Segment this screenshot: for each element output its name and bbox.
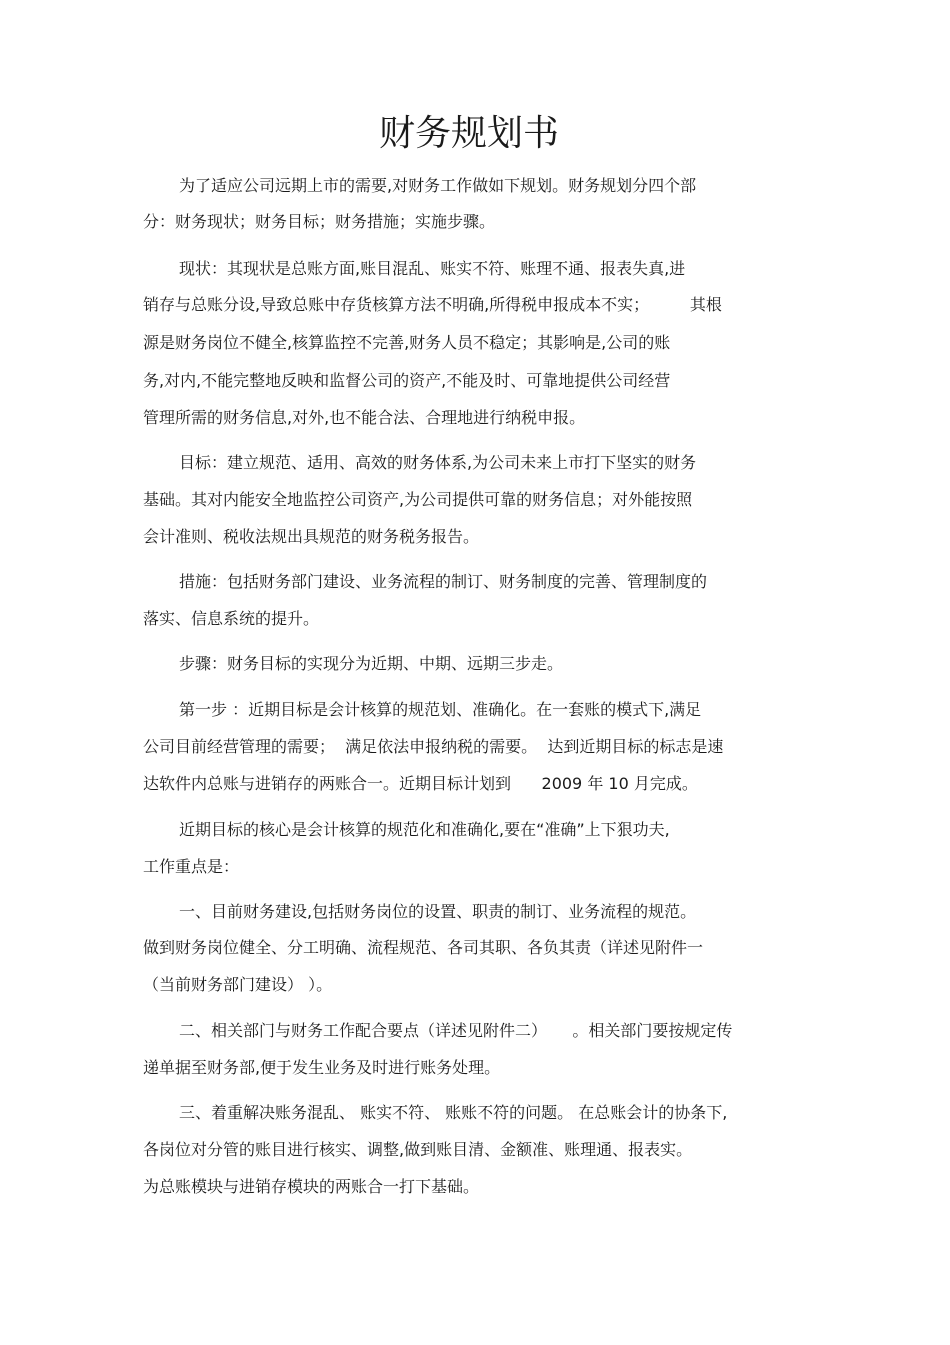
paragraph-line: 源是财务岗位不健全,核算监控不完善,财务人员不稳定；其影响是,公司的账	[143, 333, 671, 352]
paragraph-line: 递单据至财务部,便于发生业务及时进行账务处理。	[143, 1058, 501, 1077]
paragraph-line: 基础。其对内能安全地监控公司资产,为公司提供可靠的财务信息；对外能按照	[143, 490, 693, 509]
paragraph-line: 三、着重解决账务混乱、 账实不符、 账账不符的问题。 在总账会计的协条下,	[179, 1103, 728, 1122]
paragraph-line: 第一步 ：近期目标是会计核算的规范划、准确化。在一套账的模式下,满足	[179, 700, 702, 719]
paragraph-line: 各岗位对分管的账目进行核实、调整,做到账目清、金额准、账理通、报表实。	[143, 1140, 693, 1159]
paragraph-line: 落实、信息系统的提升。	[143, 609, 320, 628]
paragraph-line: 为了适应公司远期上市的需要,对财务工作做如下规划。财务规划分四个部	[179, 176, 697, 195]
paragraph-line: 二、相关部门与财务工作配合要点（详述见附件二） 。相关部门要按规定传	[179, 1021, 733, 1040]
paragraph-line: 分：财务现状；财务目标；财务措施；实施步骤。	[143, 212, 496, 231]
paragraph-line: （当前财务部门建设） ）。	[143, 975, 333, 994]
paragraph-line: 现状：其现状是总账方面,账目混乱、账实不符、账理不通、报表失真,进	[179, 259, 686, 278]
paragraph-line: 为总账模块与进销存模块的两账合一打下基础。	[143, 1177, 480, 1196]
document-title: 财务规划书	[378, 113, 559, 154]
paragraph-line: 做到财务岗位健全、分工明确、流程规范、各司其职、各负其责（详述见附件一	[143, 938, 704, 957]
paragraph-line: 一、目前财务建设,包括财务岗位的设置、职责的制订、业务流程的规范。	[179, 902, 697, 921]
paragraph-line: 管理所需的财务信息,对外,也不能合法、合理地进行纳税申报。	[143, 408, 586, 427]
paragraph-line: 务,对内,不能完整地反映和监督公司的资产,不能及时、可靠地提供公司经营	[143, 371, 671, 390]
paragraph-line: 销存与总账分设,导致总账中存货核算方法不明确,所得税申报成本不实； 其根	[143, 295, 722, 314]
paragraph-line: 近期目标的核心是会计核算的规范化和准确化,要在“准确”上下狠功夫,	[179, 820, 670, 839]
paragraph-line: 公司目前经营管理的需要； 满足依法申报纳税的需要。 达到近期目标的标志是速	[143, 737, 724, 756]
paragraph-line: 步骤：财务目标的实现分为近期、中期、远期三步走。	[179, 654, 564, 673]
paragraph-line: 目标：建立规范、适用、高效的财务体系,为公司未来上市打下坚实的财务	[179, 453, 697, 472]
paragraph-line: 工作重点是：	[143, 857, 240, 876]
paragraph-line: 达软件内总账与进销存的两账合一。近期目标计划到 2009 年 10 月完成。	[143, 774, 698, 793]
paragraph-line: 措施：包括财务部门建设、业务流程的制订、财务制度的完善、管理制度的	[179, 572, 708, 591]
paragraph-line: 会计准则、税收法规出具规范的财务税务报告。	[143, 527, 480, 546]
